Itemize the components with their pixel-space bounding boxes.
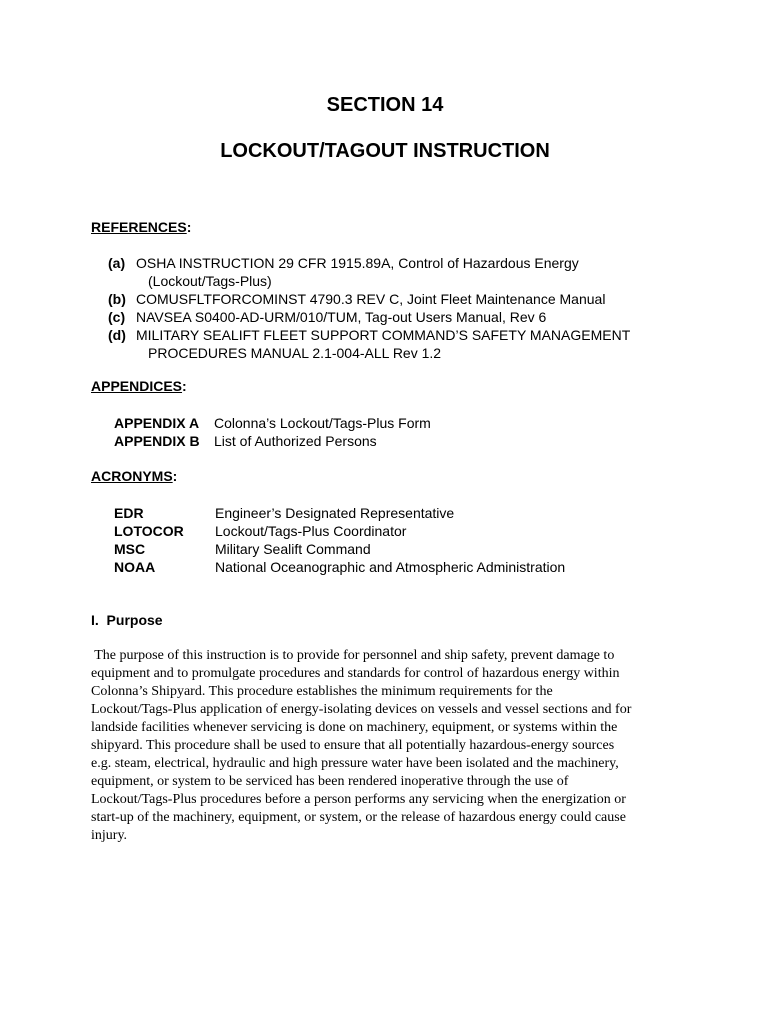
reference-item-a xyxy=(108,254,630,290)
reference-line: COMUSFLTFORCOMINST 4790.3 REV C, Joint Fleet Maintenance Manual xyxy=(136,291,606,307)
acronym-key: EDR xyxy=(114,505,144,521)
reference-key: (d) xyxy=(108,327,126,343)
appendix-text: Colonna’s Lockout/Tags-Plus Form xyxy=(214,415,431,431)
reference-text xyxy=(136,254,579,290)
acronym-key: NOAA xyxy=(114,559,156,575)
reference-line: MILITARY SEALIFT FLEET SUPPORT COMMAND’S SAFETY MANAGEMENT xyxy=(136,327,631,343)
purpose-line: injury. xyxy=(91,828,128,843)
acronym-text: National Oceanographic and Atmospheric Administration xyxy=(215,559,566,575)
purpose-line: shipyard. This procedure shall be used to ensure that all potentially hazardous-energy sources xyxy=(91,738,615,753)
reference-line: (Lockout/Tags-Plus) xyxy=(148,273,272,289)
appendix-text: List of Authorized Persons xyxy=(214,433,377,449)
reference-item-b xyxy=(108,290,630,308)
references-list xyxy=(108,254,630,362)
purpose-line: The purpose of this instruction is to provide for personnel and ship safety, prevent damage to xyxy=(91,648,615,663)
acronyms-list xyxy=(114,504,565,576)
acronym-key: MSC xyxy=(114,541,146,557)
acronyms-heading-colon: : xyxy=(172,468,178,484)
acronym-item-msc xyxy=(114,540,565,558)
references-heading xyxy=(91,219,191,235)
references-heading-colon: : xyxy=(186,219,192,235)
appendix-key: APPENDIX A xyxy=(114,415,200,431)
purpose-heading: I. Purpose xyxy=(91,612,163,628)
acronym-text: Lockout/Tags-Plus Coordinator xyxy=(215,523,407,539)
acronym-key: LOTOCOR xyxy=(114,523,184,539)
appendix-key: APPENDIX B xyxy=(114,433,200,449)
acronym-text: Engineer’s Designated Representative xyxy=(215,505,455,521)
reference-text xyxy=(136,326,630,362)
acronym-item-lotocor xyxy=(114,522,565,540)
purpose-line: Lockout/Tags-Plus application of energy-isolating devices on vessels and vessel sections and for xyxy=(91,702,632,717)
appendices-list xyxy=(114,414,431,450)
purpose-line: Lockout/Tags-Plus procedures before a person performs any servicing when the energization or xyxy=(91,792,626,807)
reference-text xyxy=(136,308,546,326)
purpose-line: start-up of the machinery, equipment, or system, or the release of hazardous energy could cause xyxy=(91,810,626,825)
reference-line: NAVSEA S0400-AD-URM/010/TUM, Tag-out Users Manual, Rev 6 xyxy=(136,309,547,325)
appendices-heading xyxy=(91,378,187,394)
acronym-text: Military Sealift Command xyxy=(215,541,371,557)
appendix-item-b xyxy=(114,432,431,450)
purpose-line: Colonna’s Shipyard. This procedure establishes the minimum requirements for the xyxy=(91,684,553,699)
purpose-line: e.g. steam, electrical, hydraulic and high pressure water have been isolated and the machinery, xyxy=(91,756,619,771)
reference-item-d xyxy=(108,326,630,362)
appendix-item-a xyxy=(114,414,431,432)
reference-key: (b) xyxy=(108,291,126,307)
references-heading-label: REFERENCES xyxy=(91,219,187,235)
purpose-line: landside facilities whenever servicing is done on machinery, equipment, or systems within the xyxy=(91,720,618,735)
reference-key: (a) xyxy=(108,255,126,271)
acronym-item-edr xyxy=(114,504,565,522)
acronyms-heading-label: ACRONYMS xyxy=(91,468,173,484)
acronym-item-noaa xyxy=(114,558,565,576)
section-number: SECTION 14 xyxy=(326,94,444,116)
reference-item-c xyxy=(108,308,630,326)
reference-key: (c) xyxy=(108,309,126,325)
reference-text xyxy=(136,290,605,308)
appendices-heading-label: APPENDICES xyxy=(91,378,183,394)
reference-line: PROCEDURES MANUAL 2.1-004-ALL Rev 1.2 xyxy=(148,345,442,361)
purpose-paragraph xyxy=(91,647,681,845)
acronyms-heading xyxy=(91,468,177,484)
reference-line: OSHA INSTRUCTION 29 CFR 1915.89A, Control of Hazardous Energy xyxy=(136,255,579,271)
document-title: LOCKOUT/TAGOUT INSTRUCTION xyxy=(220,140,550,162)
purpose-line: equipment, or system to be serviced has been rendered inoperative through the use of xyxy=(91,774,569,789)
appendices-heading-colon: : xyxy=(182,378,187,394)
purpose-line: equipment and to promulgate procedures and standards for control of hazardous energy within xyxy=(91,666,620,681)
